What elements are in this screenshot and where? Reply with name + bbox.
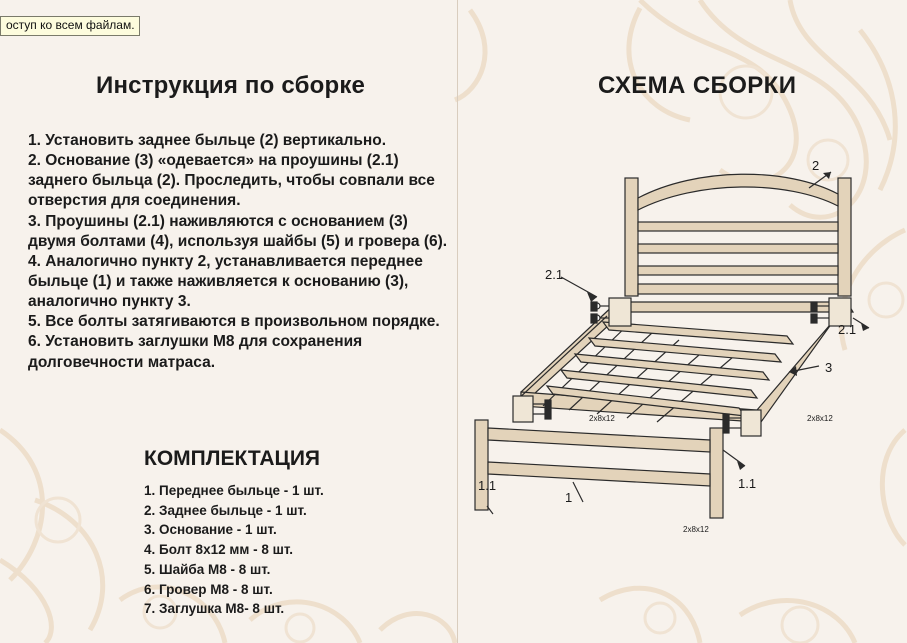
instruction-step: двумя болтами (4), используя шайбы (5) и гровера (6).: [28, 232, 448, 250]
instruction-step: 4. Аналогично пункту 2, устанавливается переднее: [28, 252, 423, 270]
instruction-step: 5. Все болты затягиваются в произвольном порядке.: [28, 313, 440, 331]
scheme-title: СХЕМА СБОРКИ: [598, 72, 797, 99]
parts-list: [144, 481, 444, 619]
instruction-step: 3. Проушины (2.1) наживляются с основанием (3): [28, 212, 408, 230]
bolt-label-bottom-center: 2х8х12: [683, 525, 709, 534]
instruction-step: отверстия для соединения.: [28, 192, 241, 210]
instruction-step: долговечности матраса.: [28, 353, 216, 371]
instruction-step: 2. Основание (3) «одевается» на проушины (2.1): [28, 152, 399, 170]
parts-list-title: КОМПЛЕКТАЦИЯ: [144, 447, 321, 470]
assembly-scheme-column: [457, 0, 907, 643]
list-item: 4. Болт 8х12 мм - 8 шт.: [144, 542, 294, 558]
list-item: 7. Заглушка М8- 8 шт.: [144, 601, 285, 617]
instruction-steps-list: [28, 131, 448, 373]
callout-back-headboard: 2: [812, 158, 820, 173]
instruction-step: 6. Установить заглушки М8 для сохранения: [28, 333, 363, 351]
instruction-step: заднего быльца (2). Проследить, чтобы совпали все: [28, 172, 435, 190]
tooltip-popup: оступ ко всем файлам.: [0, 16, 140, 36]
callout-front-leg-left: 1.1: [478, 478, 497, 493]
list-item: 5. Шайба М8 - 8 шт.: [144, 561, 271, 577]
callout-lug-left: 2.1: [545, 267, 564, 282]
bed-assembly-diagram: [457, 110, 907, 530]
list-item: 1. Переднее быльце - 1 шт.: [144, 483, 324, 498]
callout-front-leg-right: 1.1: [738, 476, 757, 491]
list-item: 2. Заднее быльце - 1 шт.: [144, 502, 307, 518]
bolt-label-top-left: 2х8х12: [589, 414, 615, 423]
instruction-step: быльце (1) и также наживляется к основанию (3),: [28, 272, 409, 290]
bolt-label-top-right: 2х8х12: [807, 414, 833, 423]
instruction-step: аналогично пункту 3.: [28, 293, 191, 311]
callout-front-headboard: 1: [565, 490, 573, 505]
list-item: 3. Основание - 1 шт.: [144, 522, 277, 538]
instruction-title: Инструкция по сборке: [96, 72, 366, 99]
instruction-step: 1. Установить заднее быльце (2) вертикально.: [28, 132, 387, 149]
callout-lug-right: 2.1: [838, 322, 857, 337]
list-item: 6. Гровер М8 - 8 шт.: [144, 581, 273, 597]
callout-base: 3: [825, 360, 833, 375]
